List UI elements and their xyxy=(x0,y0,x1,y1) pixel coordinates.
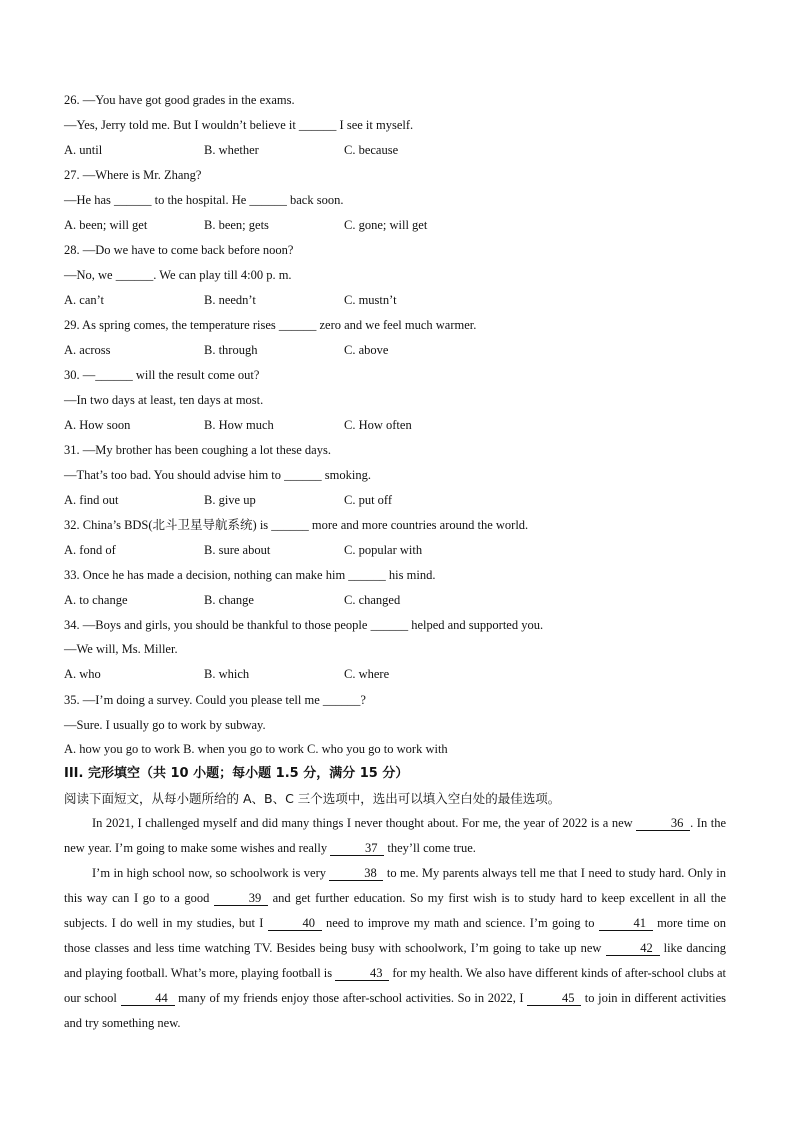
q27-option-b: B. been; gets xyxy=(204,218,269,232)
q34-option-b: B. which xyxy=(204,667,250,681)
question-27-stem: 27. —Where is Mr. Zhang? xyxy=(64,168,202,182)
q26-option-a: A. until xyxy=(64,143,103,157)
q30-option-c: C. How often xyxy=(344,418,412,432)
passage-text: they’ll come true. xyxy=(384,841,476,855)
q32-option-c: C. popular with xyxy=(344,543,423,557)
passage-text: to join in different activities and try something new. xyxy=(64,991,726,1030)
question-29-stem: 29. As spring comes, the temperature rises ______ zero and we feel much warmer. xyxy=(64,318,477,332)
q34-option-a: A. who xyxy=(64,667,101,681)
q33-option-a: A. to change xyxy=(64,593,128,607)
blank-40: 40 xyxy=(268,916,322,931)
passage-text: I’m in high school now, so schoolwork is very xyxy=(92,866,330,880)
question-28-response: —No, we ______. We can play till 4:00 p. m. xyxy=(64,268,292,282)
q30-option-a: A. How soon xyxy=(64,418,131,432)
q28-option-b: B. needn’t xyxy=(204,293,256,307)
q27-option-c: C. gone; will get xyxy=(344,218,428,232)
passage-text: In 2021, I challenged myself and did many things I never thought about. For me, the year of 2022 is a new xyxy=(92,816,637,830)
blank-45: 45 xyxy=(527,991,581,1006)
blank-42: 42 xyxy=(606,941,660,956)
question-31-stem: 31. —My brother has been coughing a lot these days. xyxy=(64,443,331,457)
q28-option-a: A. can’t xyxy=(64,293,105,307)
q29-option-c: C. above xyxy=(344,343,389,357)
section-instruction: 阅读下面短文，从每小题所给的 A、B、C 三个选项中，选出可以填入空白处的最佳选项。 xyxy=(64,791,561,806)
passage-text: for my health. We also have different kinds of after-school clubs at our school xyxy=(64,966,727,1005)
question-26-response: —Yes, Jerry told me. But I wouldn’t believe it ______ I see it myself. xyxy=(64,118,414,132)
q31-option-b: B. give up xyxy=(204,493,256,507)
question-30-stem: 30. —______ will the result come out? xyxy=(64,368,260,382)
q33-option-c: C. changed xyxy=(344,593,401,607)
q31-option-c: C. put off xyxy=(344,493,393,507)
question-28-stem: 28. —Do we have to come back before noon? xyxy=(64,243,294,257)
q29-option-a: A. across xyxy=(64,343,111,357)
question-31-response: —That’s too bad. You should advise him to ______ smoking. xyxy=(64,468,371,482)
section-heading: III. 完形填空（共 10 小题；每小题 1.5 分，满分 15 分） xyxy=(64,766,409,781)
q33-option-b: B. change xyxy=(204,593,254,607)
question-27-response: —He has ______ to the hospital. He ______ back soon. xyxy=(64,193,344,207)
passage-text: and get further education. So my first wish is to study hard to keep excellent in all the subjects. I do well in my studies, but I xyxy=(64,891,726,930)
q26-option-b: B. whether xyxy=(204,143,259,157)
question-35-response: —Sure. I usually go to work by subway. xyxy=(64,718,266,732)
passage-text: many of my friends enjoy those after-school activities. So in 2022, I xyxy=(174,991,528,1005)
question-35-stem: 35. —I’m doing a survey. Could you please tell me ______? xyxy=(64,693,366,707)
blank-37: 37 xyxy=(330,841,384,856)
passage-paragraph-2 xyxy=(64,861,726,1036)
passage-text: to me. My parents always tell me that I need to study hard. Only in this way can I go to a good xyxy=(64,866,726,905)
blank-36: 36 xyxy=(636,816,690,831)
passage-text: more time on those classes and less time watching TV. Besides being busy with schoolwork, I’m going to take up new xyxy=(64,916,727,955)
question-34-response: —We will, Ms. Miller. xyxy=(64,642,178,656)
q35-options: A. how you go to work B. when you go to work C. who you go to work with xyxy=(64,742,448,756)
passage-text: like dancing and playing football. What’s more, playing football is xyxy=(64,941,726,980)
passage-paragraph-1 xyxy=(64,811,726,861)
q27-option-a: A. been; will get xyxy=(64,218,148,232)
q28-option-c: C. mustn’t xyxy=(344,293,397,307)
q32-option-a: A. fond of xyxy=(64,543,116,557)
question-30-response: —In two days at least, ten days at most. xyxy=(64,393,264,407)
question-34-stem: 34. —Boys and girls, you should be thankful to those people ______ helped and supported you. xyxy=(64,618,544,632)
blank-44: 44 xyxy=(121,991,175,1006)
q34-option-c: C. where xyxy=(344,667,390,681)
q30-option-b: B. How much xyxy=(204,418,274,432)
question-32-stem: 32. China’s BDS(北斗卫星导航系统) is ______ more and more countries around the world. xyxy=(64,518,529,532)
q32-option-b: B. sure about xyxy=(204,543,271,557)
question-33-stem: 33. Once he has made a decision, nothing can make him ______ his mind. xyxy=(64,568,436,582)
passage-text: need to improve my math and science. I’m going to xyxy=(321,916,599,930)
question-26-stem: 26. —You have got good grades in the exams. xyxy=(64,93,295,107)
blank-39: 39 xyxy=(214,891,268,906)
q29-option-b: B. through xyxy=(204,343,258,357)
blank-41: 41 xyxy=(599,916,653,931)
passage-text: . In the new year. I’m going to make some wishes and really xyxy=(64,816,727,855)
blank-43: 43 xyxy=(335,966,389,981)
q31-option-a: A. find out xyxy=(64,493,119,507)
blank-38: 38 xyxy=(329,866,383,881)
q26-option-c: C. because xyxy=(344,143,399,157)
